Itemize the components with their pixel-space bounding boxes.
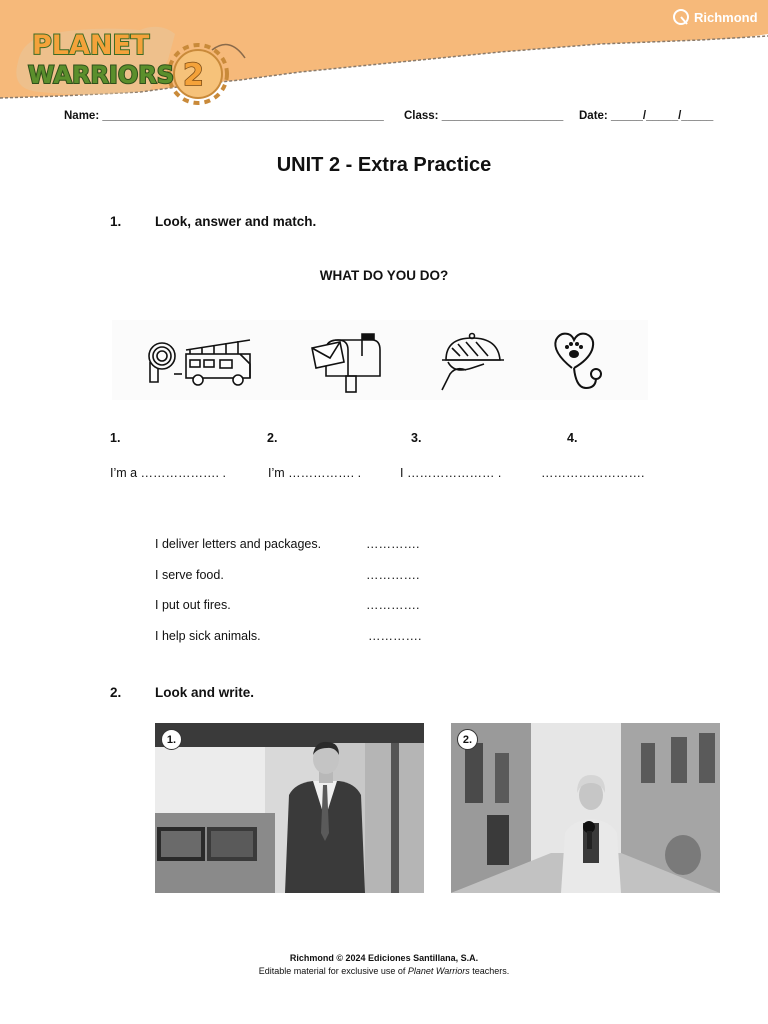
logo-warriors-text: WARRIORS bbox=[28, 61, 175, 89]
footer-usage-prefix: Editable material for exclusive use of bbox=[258, 966, 408, 976]
serving-tray-cloche-icon bbox=[440, 332, 506, 394]
brand-name: Richmond bbox=[694, 9, 758, 25]
richmond-brand bbox=[672, 8, 758, 26]
match-sentence-2: I serve food. bbox=[155, 568, 224, 582]
name-field[interactable]: Name: ____________________________________________ bbox=[64, 110, 384, 122]
match-sentence-4: I help sick animals. bbox=[155, 629, 261, 643]
picture-number-1: 1. bbox=[110, 431, 121, 445]
footer-usage-suffix: teachers. bbox=[469, 966, 510, 976]
answer-blank-4[interactable]: ……………………. bbox=[541, 466, 645, 480]
match-blank-1[interactable]: …………. bbox=[366, 537, 420, 551]
date-field[interactable]: Date: _____/_____/_____ bbox=[579, 110, 714, 122]
match-blank-4[interactable]: …………. bbox=[368, 629, 422, 643]
logo-planet-text: PLANET bbox=[32, 30, 150, 61]
exercise-2-instruction: Look and write. bbox=[155, 685, 255, 700]
match-blank-3[interactable]: …………. bbox=[366, 598, 420, 612]
exercise-2-number: 2. bbox=[110, 685, 122, 700]
photo-2-label: 2. bbox=[457, 729, 478, 750]
office-scene-image bbox=[155, 723, 424, 893]
footer-usage-note bbox=[0, 966, 768, 976]
exercise-1-number: 1. bbox=[110, 214, 122, 229]
match-sentence-3: I put out fires. bbox=[155, 598, 231, 612]
match-sentence-1: I deliver letters and packages. bbox=[155, 537, 322, 551]
answer-blank-1[interactable]: I’m a ………………. . bbox=[110, 466, 226, 480]
street-scene-image bbox=[451, 723, 720, 893]
fire-hose-and-fire-truck-icon bbox=[146, 334, 254, 388]
exercise-1-instruction: Look, answer and match. bbox=[155, 214, 317, 229]
exercise-1-subtitle: WHAT DO YOU DO? bbox=[319, 268, 449, 283]
reporter-on-street-photo bbox=[451, 723, 720, 893]
photo-1-label: 1. bbox=[161, 729, 182, 750]
logo-level-number: 2 bbox=[183, 58, 204, 93]
match-blank-2[interactable]: …………. bbox=[366, 568, 420, 582]
answer-blank-3[interactable]: I ………………… . bbox=[400, 466, 502, 480]
businessman-in-office-photo bbox=[155, 723, 424, 893]
richmond-logo-icon bbox=[672, 8, 690, 26]
mailbox-with-letter-icon bbox=[310, 332, 382, 394]
picture-number-2: 2. bbox=[267, 431, 278, 445]
answer-blank-2[interactable]: I’m ……………. . bbox=[268, 466, 362, 480]
picture-number-3: 3. bbox=[411, 431, 422, 445]
class-field[interactable]: Class: ___________________ bbox=[404, 110, 564, 122]
stethoscope-paw-heart-icon bbox=[550, 330, 608, 396]
footer-copyright: Richmond © 2024 Ediciones Santillana, S.A. bbox=[289, 953, 479, 963]
page-title: UNIT 2 - Extra Practice bbox=[276, 154, 492, 176]
picture-number-4: 4. bbox=[567, 431, 578, 445]
footer-series-name: Planet Warriors bbox=[407, 966, 470, 976]
